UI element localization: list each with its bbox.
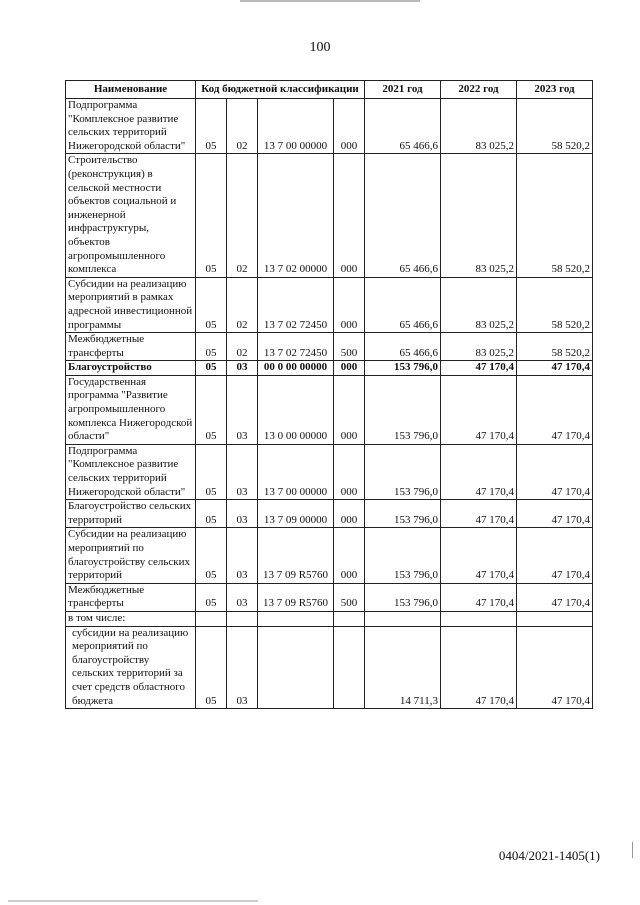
document-code: 0404/2021-1405(1)	[498, 848, 600, 863]
row-2022: 47 170,4	[441, 444, 517, 499]
row-2023: 47 170,4	[517, 583, 593, 611]
row-section: 05	[196, 333, 227, 361]
row-2021: 65 466,6	[365, 154, 441, 277]
row-section: 05	[196, 375, 227, 444]
table-row	[66, 361, 593, 376]
row-expense-type: 500	[334, 583, 365, 611]
row-2022: 83 025,2	[441, 154, 517, 277]
budget-table	[65, 80, 593, 709]
table-row	[66, 583, 593, 611]
row-target-code: 13 7 02 72450	[258, 333, 334, 361]
row-expense-type: 000	[334, 99, 365, 154]
row-expense-type: 000	[334, 500, 365, 528]
row-2023: 47 170,4	[517, 528, 593, 583]
table-row	[66, 277, 593, 332]
row-section: 05	[196, 277, 227, 332]
table-body	[66, 99, 593, 709]
row-target-code: 13 7 09 00000	[258, 500, 334, 528]
table-row	[66, 528, 593, 583]
row-expense-type: 000	[334, 277, 365, 332]
row-2023: 58 520,2	[517, 277, 593, 332]
top-scan-rule	[240, 0, 420, 2]
row-target-code: 13 7 00 00000	[258, 99, 334, 154]
table-header-row	[66, 81, 593, 99]
row-2022: 47 170,4	[441, 583, 517, 611]
row-name: в том числе:	[66, 611, 196, 626]
row-2023	[517, 611, 593, 626]
row-2022: 83 025,2	[441, 99, 517, 154]
row-2021: 153 796,0	[365, 528, 441, 583]
row-2023: 58 520,2	[517, 333, 593, 361]
table-row	[66, 444, 593, 499]
header-2023: 2023 год	[517, 81, 593, 99]
table-row	[66, 626, 593, 709]
row-subsection	[227, 611, 258, 626]
row-target-code: 13 7 09 R5760	[258, 528, 334, 583]
row-section: 05	[196, 154, 227, 277]
row-2021: 153 796,0	[365, 583, 441, 611]
table-row	[66, 375, 593, 444]
row-expense-type	[334, 626, 365, 709]
row-name: Межбюджетные трансферты	[66, 333, 196, 361]
row-section: 05	[196, 99, 227, 154]
row-expense-type: 000	[334, 154, 365, 277]
row-subsection: 03	[227, 500, 258, 528]
table-row	[66, 611, 593, 626]
row-subsection: 02	[227, 154, 258, 277]
row-section	[196, 611, 227, 626]
row-2021: 65 466,6	[365, 99, 441, 154]
row-subsection: 03	[227, 361, 258, 376]
row-section: 05	[196, 583, 227, 611]
row-section: 05	[196, 444, 227, 499]
row-2023: 47 170,4	[517, 444, 593, 499]
row-2022: 47 170,4	[441, 375, 517, 444]
header-2021: 2021 год	[365, 81, 441, 99]
row-2023: 47 170,4	[517, 500, 593, 528]
row-2021: 14 711,3	[365, 626, 441, 709]
row-subsection: 02	[227, 277, 258, 332]
header-code: Код бюджетной классификации	[196, 81, 365, 99]
row-name: Подпрограмма "Комплексное развитие сельских территорий Нижегородской области"	[66, 99, 196, 154]
row-target-code: 13 0 00 00000	[258, 375, 334, 444]
bottom-scan-rule	[8, 900, 258, 902]
row-target-code: 13 7 02 00000	[258, 154, 334, 277]
row-subsection: 03	[227, 583, 258, 611]
row-2022	[441, 611, 517, 626]
header-name: Наименование	[66, 81, 196, 99]
row-target-code: 13 7 02 72450	[258, 277, 334, 332]
margin-mark	[632, 842, 633, 858]
row-2021: 65 466,6	[365, 333, 441, 361]
row-name: Подпрограмма "Комплексное развитие сельских территорий Нижегородской области"	[66, 444, 196, 499]
row-2022: 47 170,4	[441, 361, 517, 376]
row-name: Строительство (реконструкция) в сельской местности объектов социальной и инженерной инфраструктуры, объектов агропромышленного комплекса	[66, 154, 196, 277]
row-2021: 65 466,6	[365, 277, 441, 332]
table-row	[66, 154, 593, 277]
row-expense-type: 500	[334, 333, 365, 361]
row-name: Межбюджетные трансферты	[66, 583, 196, 611]
row-subsection: 03	[227, 375, 258, 444]
row-subsection: 03	[227, 444, 258, 499]
table-row	[66, 500, 593, 528]
row-section: 05	[196, 528, 227, 583]
row-subsection: 02	[227, 333, 258, 361]
row-2021	[365, 611, 441, 626]
row-section: 05	[196, 626, 227, 709]
row-2022: 47 170,4	[441, 500, 517, 528]
row-expense-type: 000	[334, 361, 365, 376]
row-2022: 83 025,2	[441, 277, 517, 332]
row-name: Субсидии на реализацию мероприятий по благоустройству сельских территорий	[66, 528, 196, 583]
row-name: Государственная программа "Развитие агропромышленного комплекса Нижегородской области"	[66, 375, 196, 444]
row-subsection: 02	[227, 99, 258, 154]
row-2021: 153 796,0	[365, 500, 441, 528]
table-row	[66, 99, 593, 154]
row-section: 05	[196, 361, 227, 376]
row-section: 05	[196, 500, 227, 528]
row-2023: 47 170,4	[517, 626, 593, 709]
row-2021: 153 796,0	[365, 444, 441, 499]
row-expense-type: 000	[334, 444, 365, 499]
row-2021: 153 796,0	[365, 375, 441, 444]
row-target-code: 13 7 00 00000	[258, 444, 334, 499]
row-2021: 153 796,0	[365, 361, 441, 376]
row-target-code	[258, 626, 334, 709]
row-2022: 47 170,4	[441, 528, 517, 583]
row-2023: 58 520,2	[517, 99, 593, 154]
row-target-code: 13 7 09 R5760	[258, 583, 334, 611]
row-name: Благоустройство сельских территорий	[66, 500, 196, 528]
row-2022: 83 025,2	[441, 333, 517, 361]
row-subsection: 03	[227, 626, 258, 709]
header-2022: 2022 год	[441, 81, 517, 99]
row-name: Благоустройство	[66, 361, 196, 376]
row-expense-type: 000	[334, 528, 365, 583]
row-expense-type: 000	[334, 375, 365, 444]
row-2023: 47 170,4	[517, 375, 593, 444]
row-2022: 47 170,4	[441, 626, 517, 709]
row-2023: 58 520,2	[517, 154, 593, 277]
row-expense-type	[334, 611, 365, 626]
table-row	[66, 333, 593, 361]
row-target-code	[258, 611, 334, 626]
row-name: Субсидии на реализацию мероприятий в рамках адресной инвестиционной программы	[66, 277, 196, 332]
row-2023: 47 170,4	[517, 361, 593, 376]
row-subsection: 03	[227, 528, 258, 583]
page-number: 100	[309, 40, 331, 55]
row-name: субсидии на реализацию мероприятий по благоустройству сельских территорий за счет средств областного бюджета	[66, 626, 196, 709]
row-target-code: 00 0 00 00000	[258, 361, 334, 376]
